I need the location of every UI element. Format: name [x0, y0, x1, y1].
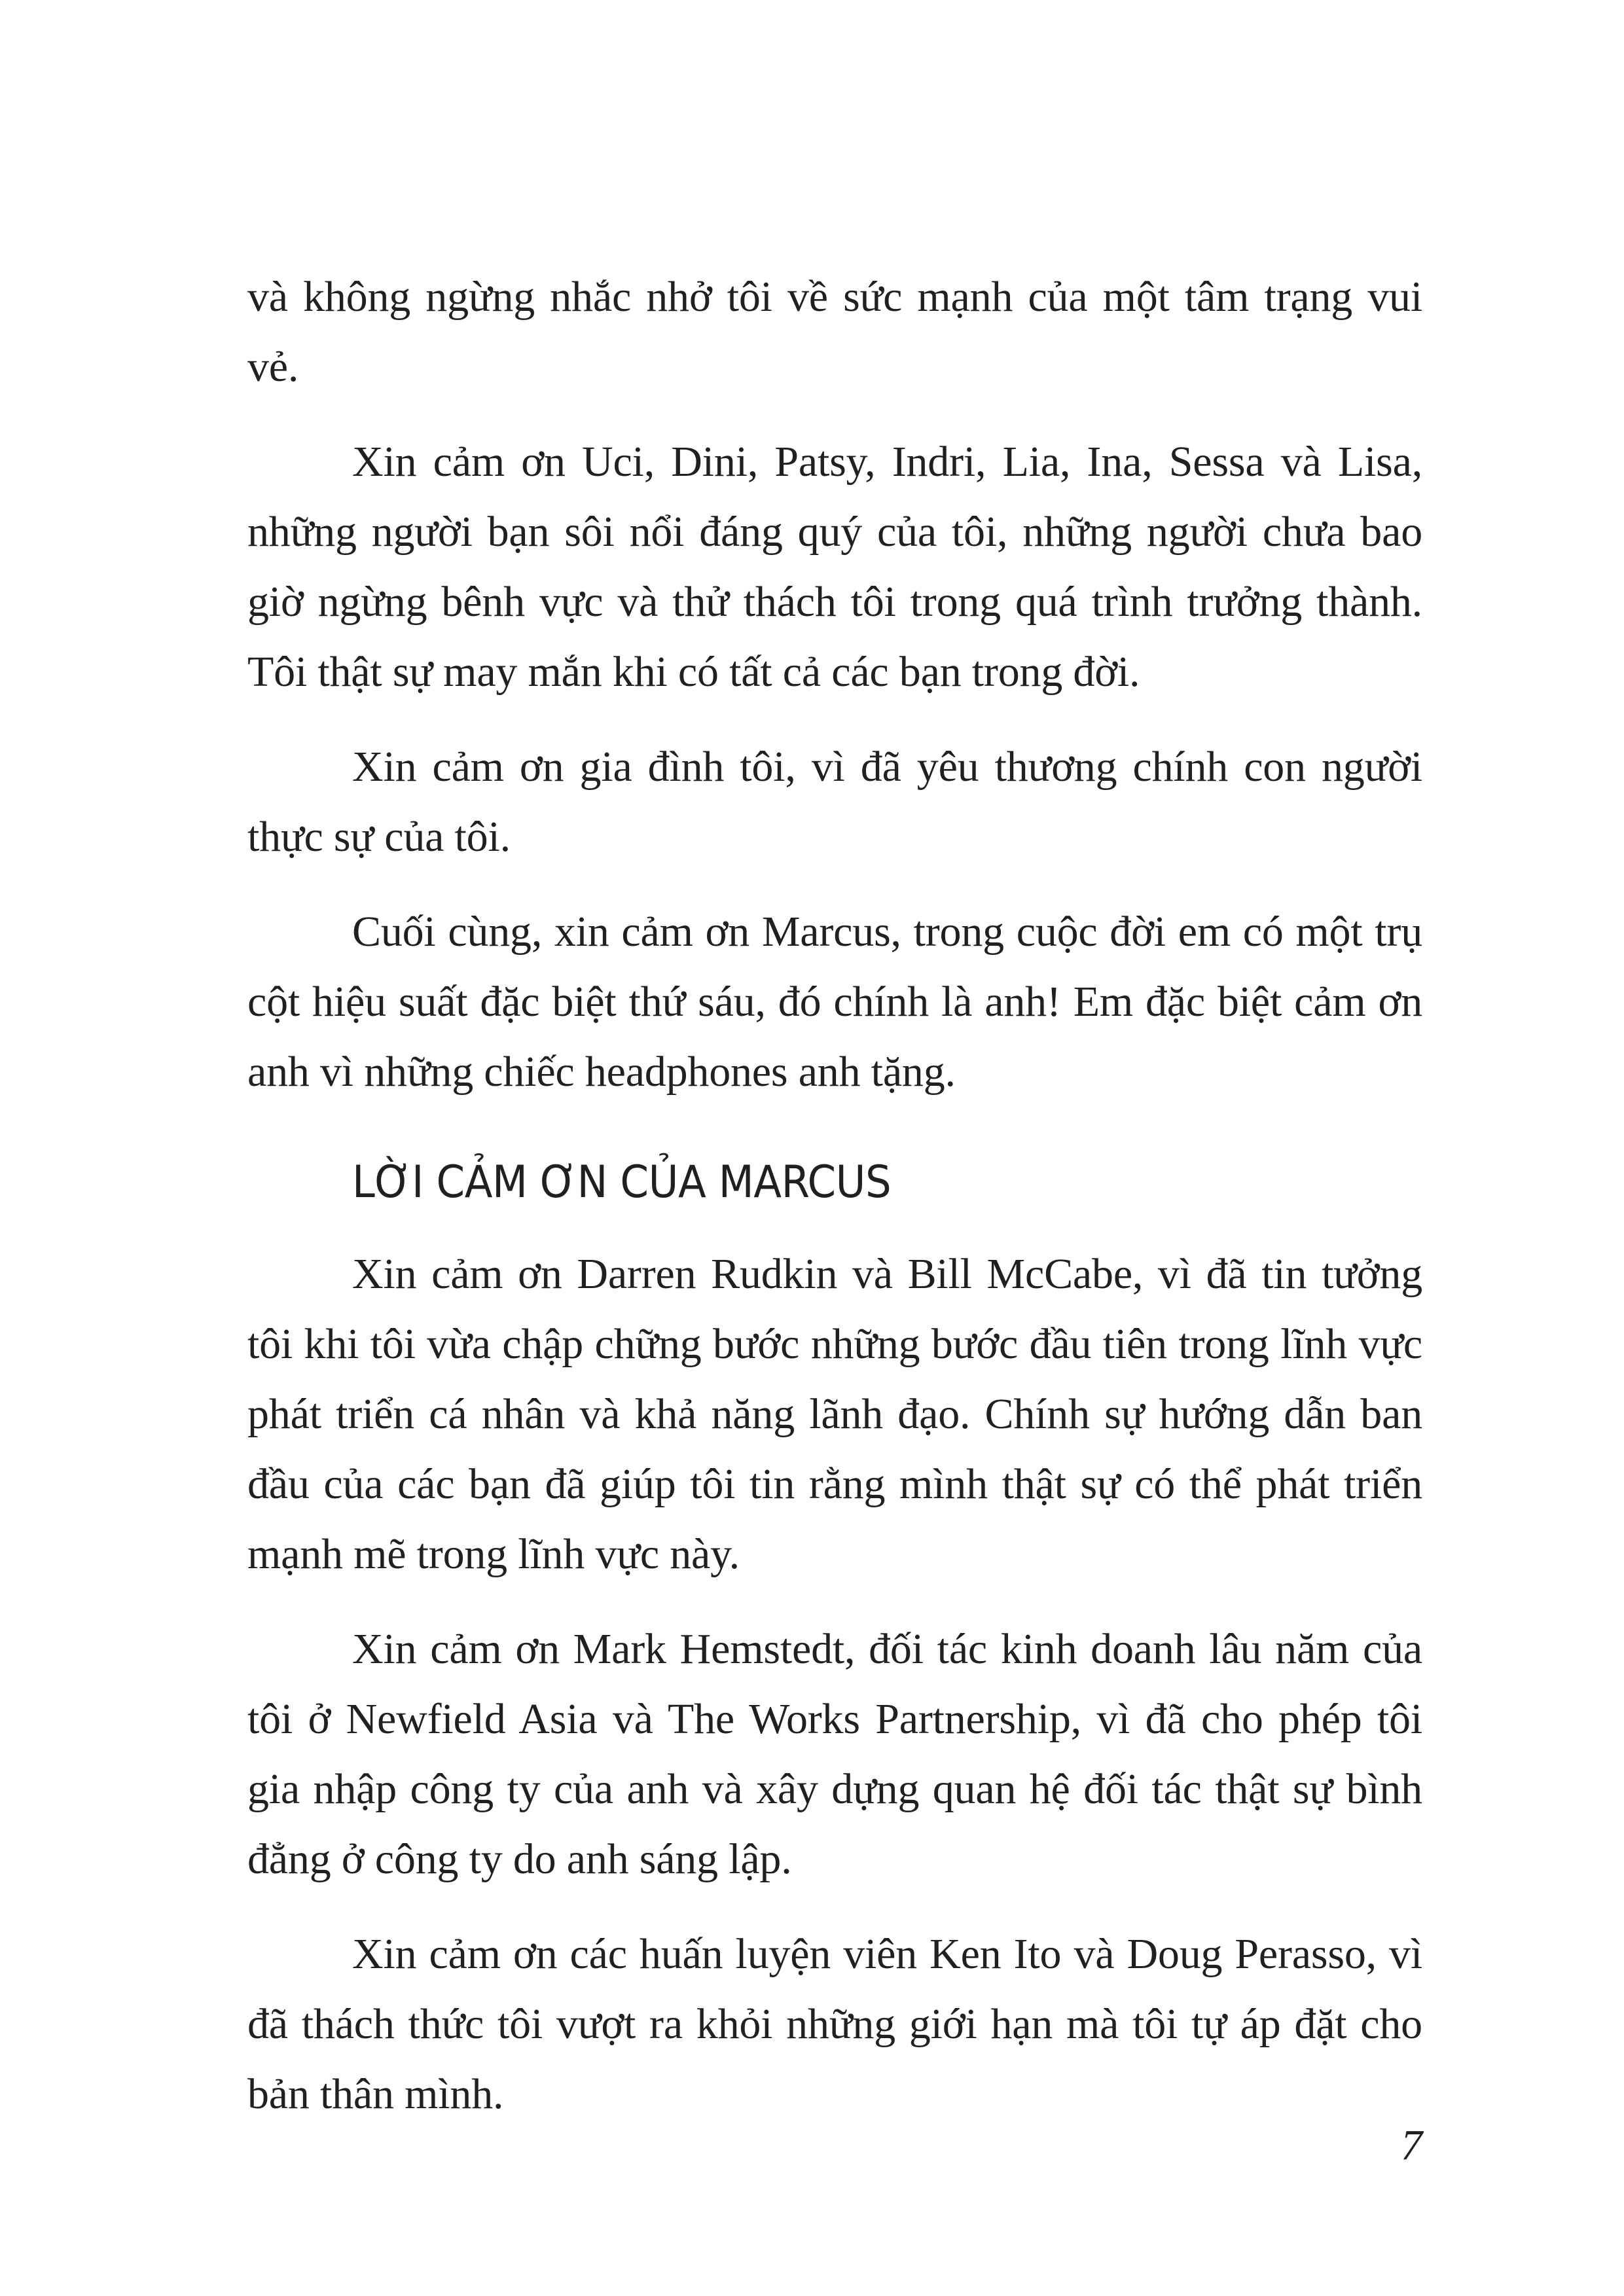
paragraph-thanks-partner: Xin cảm ơn Mark Hemstedt, đối tác kinh doanh lâu năm của tôi ở Newfield Asia và The Works Partnership, vì đã cho phép tôi gia nhập công ty của anh và xây dựng quan hệ đối tác thật sự bình đẳng ở công ty do anh sáng lập. — [247, 1625, 1422, 1883]
page-number: 7 — [1401, 2121, 1422, 2169]
paragraph-thanks-coaches: Xin cảm ơn các huấn luyện viên Ken Ito và Doug Perasso, vì đã thách thức tôi vượt ra khỏi những giới hạn mà tôi tự áp đặt cho bản thân mình. — [247, 1930, 1422, 2118]
page-body — [247, 262, 1422, 2154]
paragraph-thanks-friends: Xin cảm ơn Uci, Dini, Patsy, Indri, Lia, Ina, Sessa và Lisa, những người bạn sôi nổi đáng quý của tôi, những người chưa bao giờ ngừng bênh vực và thử thách tôi trong quá trình trưởng thành. Tôi thật sự may mắn khi có tất cả các bạn trong đời. — [247, 438, 1422, 696]
paragraph-thanks-mentors: Xin cảm ơn Darren Rudkin và Bill McCabe, vì đã tin tưởng tôi khi tôi vừa chập chững bước những bước đầu tiên trong lĩnh vực phát triển cá nhân và khả năng lãnh đạo. Chính sự hướng dẫn ban đầu của các bạn đã giúp tôi tin rằng mình thật sự có thể phát triển mạnh mẽ trong lĩnh vực này. — [247, 1250, 1422, 1578]
paragraph-thanks-family: Xin cảm ơn gia đình tôi, vì đã yêu thương chính con người thực sự của tôi. — [247, 743, 1422, 861]
section-heading: LỜI CẢM ƠN CỦA MARCUS — [352, 1157, 892, 1208]
paragraph-continuation: và không ngừng nhắc nhở tôi về sức mạnh của một tâm trạng vui vẻ. — [247, 273, 1422, 391]
paragraph-thanks-marcus: Cuối cùng, xin cảm ơn Marcus, trong cuộc đời em có một trụ cột hiệu suất đặc biệt thứ sáu, đó chính là anh! Em đặc biệt cảm ơn anh vì những chiếc headphones anh tặng. — [247, 908, 1422, 1096]
